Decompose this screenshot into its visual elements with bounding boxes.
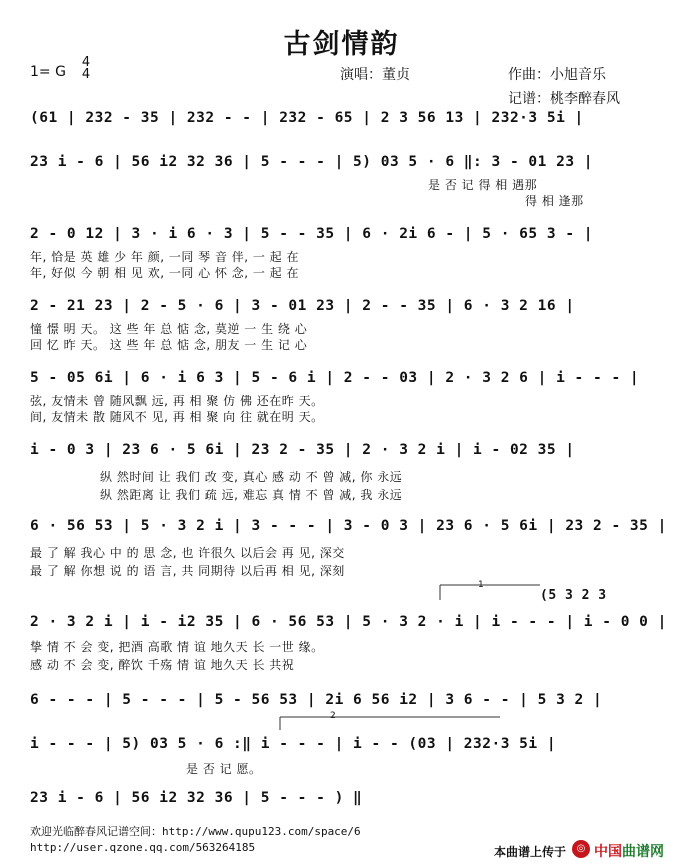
time-denominator: 4	[81, 67, 91, 82]
lyric-line: 憧 憬 明 天。 这 些 年 总 惦 念, 莫逆 一 生 绕 心	[30, 322, 308, 336]
qzone-link[interactable]: http://user.qzone.qq.com/563264185	[30, 841, 256, 854]
score-system-11: 23 i - 6 | 56 i2 32 36 | 5 - - - ) ‖	[30, 790, 363, 806]
lyric-line: 是 否 记 愿。	[186, 762, 262, 776]
upload-notice: 本曲谱上传于	[494, 845, 567, 859]
lyric-line: 纵 然距离 让 我们 疏 远, 难忘 真 情 不 曾 减, 我 永远	[100, 488, 403, 502]
lyric-line: 弦, 友情未 曾 随风飘 远, 再 相 聚 仿 佛 还在昨 天。	[30, 394, 324, 408]
transcriber-credit: 记谱：桃李醉春风	[508, 91, 620, 107]
key-signature: 1= G	[30, 64, 66, 80]
lyric-line: 间, 友情未 散 随风不 见, 再 相 聚 向 往 就在明 天。	[30, 410, 324, 424]
score-system-2: 23 i - 6 | 56 i2 32 36 | 5 - - - | 5) 03 5 · 6 ‖: 3 - 01 23 |	[30, 154, 594, 170]
score-system-8: 2 · 3 2 i | i - i2 35 | 6 · 56 53 | 5 · 3 2 · i | i - - - | i - 0 0 |	[30, 614, 667, 630]
lyric-line: 纵 然时间 让 我们 改 变, 真心 感 动 不 曾 减, 你 永远	[100, 470, 403, 484]
volta-1-label: 1	[478, 580, 484, 590]
score-system-10: i - - - | 5) 03 5 · 6 :‖ i - - - | i - - (03 | 232·3 5i |	[30, 736, 557, 752]
lyric-line: 挚 情 不 会 变, 把酒 高歌 情 谊 地久天 长 一世 缘。	[30, 640, 324, 654]
score-system-6: i - 0 3 | 23 6 · 5 6i | 23 2 - 35 | 2 · 3 2 i | i - 02 35 |	[30, 442, 575, 458]
lyric-line: 感 动 不 会 变, 醉饮 千殇 情 谊 地久天 长 共祝	[30, 658, 295, 672]
score-system-1: (61 | 232 - 35 | 232 - - | 232 - 65 | 2 3 56 13 | 232·3 5i |	[30, 110, 584, 126]
score-system-5: 5 - 05 6i | 6 · i 6 3 | 5 - 6 i | 2 - - 03 | 2 · 3 2 6 | i - - - |	[30, 370, 640, 386]
lyric-line: 得 相 逢那	[525, 194, 584, 208]
time-numerator: 4	[81, 55, 91, 70]
site-name-suffix: 曲谱网	[622, 844, 664, 860]
lyric-line: 回 忆 昨 天。 这 些 年 总 惦 念, 朋友 一 生 记 心	[30, 338, 308, 352]
lyric-line: 最 了 解 我心 中 的 思 念, 也 许很久 以后会 再 见, 深交	[30, 546, 345, 560]
score-system-7: 6 · 56 53 | 5 · 3 2 i | 3 - - - | 3 - 0 3 | 23 6 · 5 6i | 23 2 - 35 |	[30, 518, 667, 534]
score-system-4: 2 - 21 23 | 2 - 5 · 6 | 3 - 01 23 | 2 - - 35 | 6 · 3 2 16 |	[30, 298, 575, 314]
score-system-3: 2 - 0 12 | 3 · i 6 · 3 | 5 - - 35 | 6 · 2i 6 - | 5 · 65 3 - |	[30, 226, 594, 242]
lyric-line: 年, 恰是 英 雄 少 年 颜, 一同 琴 音 伴, 一 起 在	[30, 250, 300, 264]
site-name-prefix: 中国	[594, 844, 622, 860]
score-system-9: 6 - - - | 5 - - - | 5 - 56 53 | 2i 6 56 i2 | 3 6 - - | 5 3 2 |	[30, 692, 603, 708]
song-title: 古剑情韵	[283, 29, 400, 60]
welcome-text: 欢迎光临醉春风记谱空间：http://www.qupu123.com/space/6	[30, 825, 361, 838]
site-name[interactable]	[594, 841, 664, 861]
singer-credit: 演唱：董贞	[340, 67, 410, 83]
volta-2-label: 2	[330, 711, 336, 721]
lyric-line: 最 了 解 你想 说 的 语 言, 共 同期待 以后再 相 见, 深刻	[30, 564, 345, 578]
lyric-line: 年, 好似 今 朝 相 见 欢, 一同 心 怀 念, 一 起 在	[30, 266, 300, 280]
site-logo-icon: ◎	[572, 840, 590, 858]
overlay-notes: (5 3 2 3	[540, 588, 607, 603]
lyric-line: 是 否 记 得 相 遇那	[428, 178, 538, 192]
composer-credit: 作曲：小旭音乐	[508, 67, 606, 83]
